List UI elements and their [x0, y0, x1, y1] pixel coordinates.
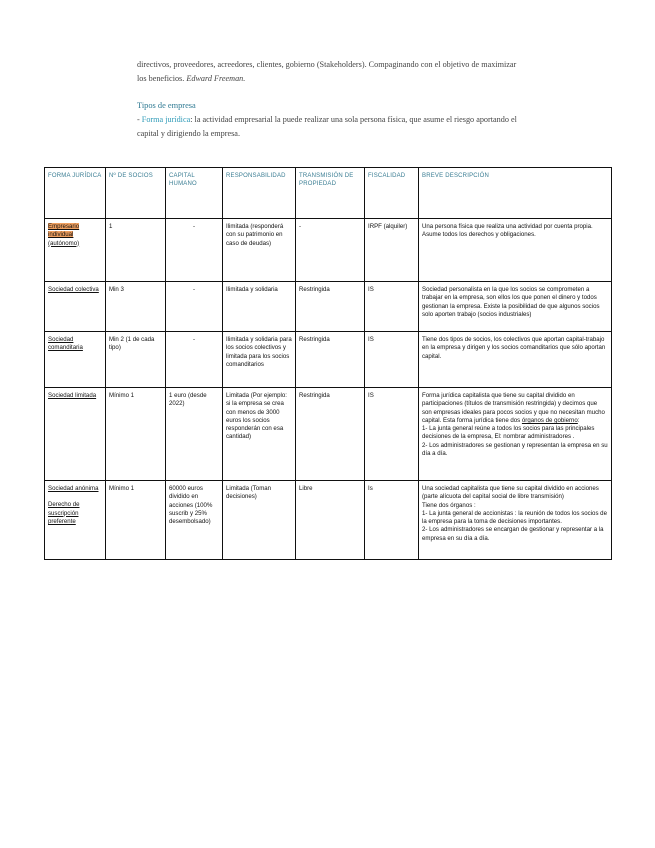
desc-line: 1- La junta general reúne a todos los socios para las principales decisiones de la empresa, El: nombrar administradores . [422, 425, 595, 441]
cell-forma [45, 219, 106, 282]
header-capital: CAPITAL HUMANO [166, 168, 223, 219]
header-descripcion: BREVE DESCRIPCIÓN [419, 168, 612, 219]
table-row [45, 219, 612, 282]
row-forma-extra: Derecho de suscripción preferente [48, 501, 80, 525]
cell-capital: 1 euro (desde 2022) [166, 388, 223, 481]
section-heading: Tipos de empresa [137, 101, 196, 110]
cell-descripcion: Tiene dos tipos de socios, los colectivos que aportan capital-trabajo en la empresa y dirigen y los socios comanditarios que sólo aportan capital. [419, 332, 612, 388]
table-row [45, 388, 612, 481]
intro-author: Edward Freeman. [186, 74, 246, 83]
row-forma-link[interactable]: Sociedad anónima [48, 485, 99, 492]
desc-line: 2- Los administradores se gestionan y representan la empresa en su día a día. [422, 441, 608, 458]
cell-forma [45, 332, 106, 388]
row-forma-link[interactable]: Sociedad colectiva [48, 286, 99, 293]
cell-capital: - [166, 282, 223, 332]
row-forma-link[interactable]: Sociedad comanditaria [48, 336, 83, 352]
cell-responsabilidad: Ilimitada (responderá con su patrimonio en caso de deudas) [223, 219, 296, 282]
row-forma-link[interactable]: Sociedad limitada [48, 392, 97, 399]
cell-socios: Min 2 (1 de cada tipo) [106, 332, 166, 388]
table-row [45, 481, 612, 560]
cell-descripcion: Sociedad personalista en la que los socios se comprometen a trabajar en la empresa, son ellos los que ponen el dinero y todos gestionan la empresa. Existe la posibilidad de que algunos socios solo aporten trabajo (socios industriales) [419, 282, 612, 332]
cell-responsabilidad: Ilimitada y solidaria [223, 282, 296, 332]
cell-responsabilidad: Limitada (Toman decisiones) [223, 481, 296, 560]
cell-responsabilidad: Ilimitada y solidaria para los socios colectivos y limitada para los socios comanditarios [223, 332, 296, 388]
cell-descripcion: Una persona física que realiza una actividad por cuenta propia. Asume todos los derechos y obligaciones. [419, 219, 612, 282]
desc-line: 2- Los administradores se encargan de gestionar y representar a la empresa en su día a día. [422, 526, 604, 542]
definition-prefix: - [137, 115, 142, 124]
company-types-table [44, 167, 612, 560]
cell-forma [45, 481, 106, 560]
row-forma-extra: (autónomo) [48, 239, 80, 247]
cell-socios: Min 3 [106, 282, 166, 332]
cell-responsabilidad: Limitada (Por ejemplo: si la empresa se crea con menos de 3000 euros los socios responderán con esa cantidad) [223, 388, 296, 481]
cell-fiscalidad: Is [365, 481, 419, 560]
desc-text: Forma jurídica capitalista que tiene su capital dividido en participaciones (títulos de transmisión restringida) y decimos que son empresas ideales para pocos socios y que no necesitan mucho capital. Esta forma jurídica tiene dos [422, 392, 605, 424]
table-header-row [45, 168, 612, 219]
cell-socios: Mínimo 1 [106, 481, 166, 560]
cell-transmision: Restringida [296, 282, 365, 332]
header-forma: FORMA JURÍDICA [45, 168, 106, 219]
desc-line: Una sociedad capitalista que tiene su capital dividido en acciones (parte alícuota del capital social de libre transmisión) [422, 485, 599, 501]
definition-term: Forma jurídica [141, 115, 191, 124]
cell-transmision: - [296, 219, 365, 282]
header-transmision: TRANSMISIÓN DE PROPIEDAD [296, 168, 365, 219]
desc-line: Tiene dos órganos : [422, 501, 476, 509]
cell-forma [45, 388, 106, 481]
cell-fiscalidad: IS [365, 332, 419, 388]
cell-fiscalidad: IS [365, 282, 419, 332]
intro-paragraph [137, 58, 517, 86]
desc-organos-link[interactable]: órganos de gobierno [521, 416, 578, 424]
cell-transmision: Restringida [296, 332, 365, 388]
cell-socios: 1 [106, 219, 166, 282]
header-fiscalidad: FISCALIDAD [365, 168, 419, 219]
cell-forma [45, 282, 106, 332]
cell-transmision: Restringida [296, 388, 365, 481]
cell-fiscalidad: IS [365, 388, 419, 481]
desc-colon: : [577, 416, 580, 424]
cell-fiscalidad: IRPF (alquiler) [365, 219, 419, 282]
definition-paragraph [137, 113, 517, 141]
table-row [45, 282, 612, 332]
cell-capital: - [166, 219, 223, 282]
cell-descripcion [419, 388, 612, 481]
cell-capital: 60000 euros dividido en acciones (100% suscrib y 25% desembolsado) [166, 481, 223, 560]
header-socios: Nº DE SOCIOS [106, 168, 166, 219]
cell-socios: Mínimo 1 [106, 388, 166, 481]
cell-capital: - [166, 332, 223, 388]
desc-line: 1- La junta general de accionistas : la reunión de todos los socios de la empresa para la toma de decisiones importantes. [422, 509, 607, 526]
header-responsabilidad: RESPONSABILIDAD [223, 168, 296, 219]
cell-descripcion [419, 481, 612, 560]
cell-transmision: Libre [296, 481, 365, 560]
intro-text: directivos, proveedores, acreedores, clientes, gobierno (Stakeholders). Compaginando con el objetivo de maximizar los beneficios. [137, 60, 517, 83]
definition-text: : la actividad empresarial la puede realizar una sola persona física, que asume el riesgo aportando el capital y dirigiendo la empresa. [137, 115, 517, 138]
table-row [45, 332, 612, 388]
row-forma-link[interactable]: Empresario individual [48, 223, 80, 239]
